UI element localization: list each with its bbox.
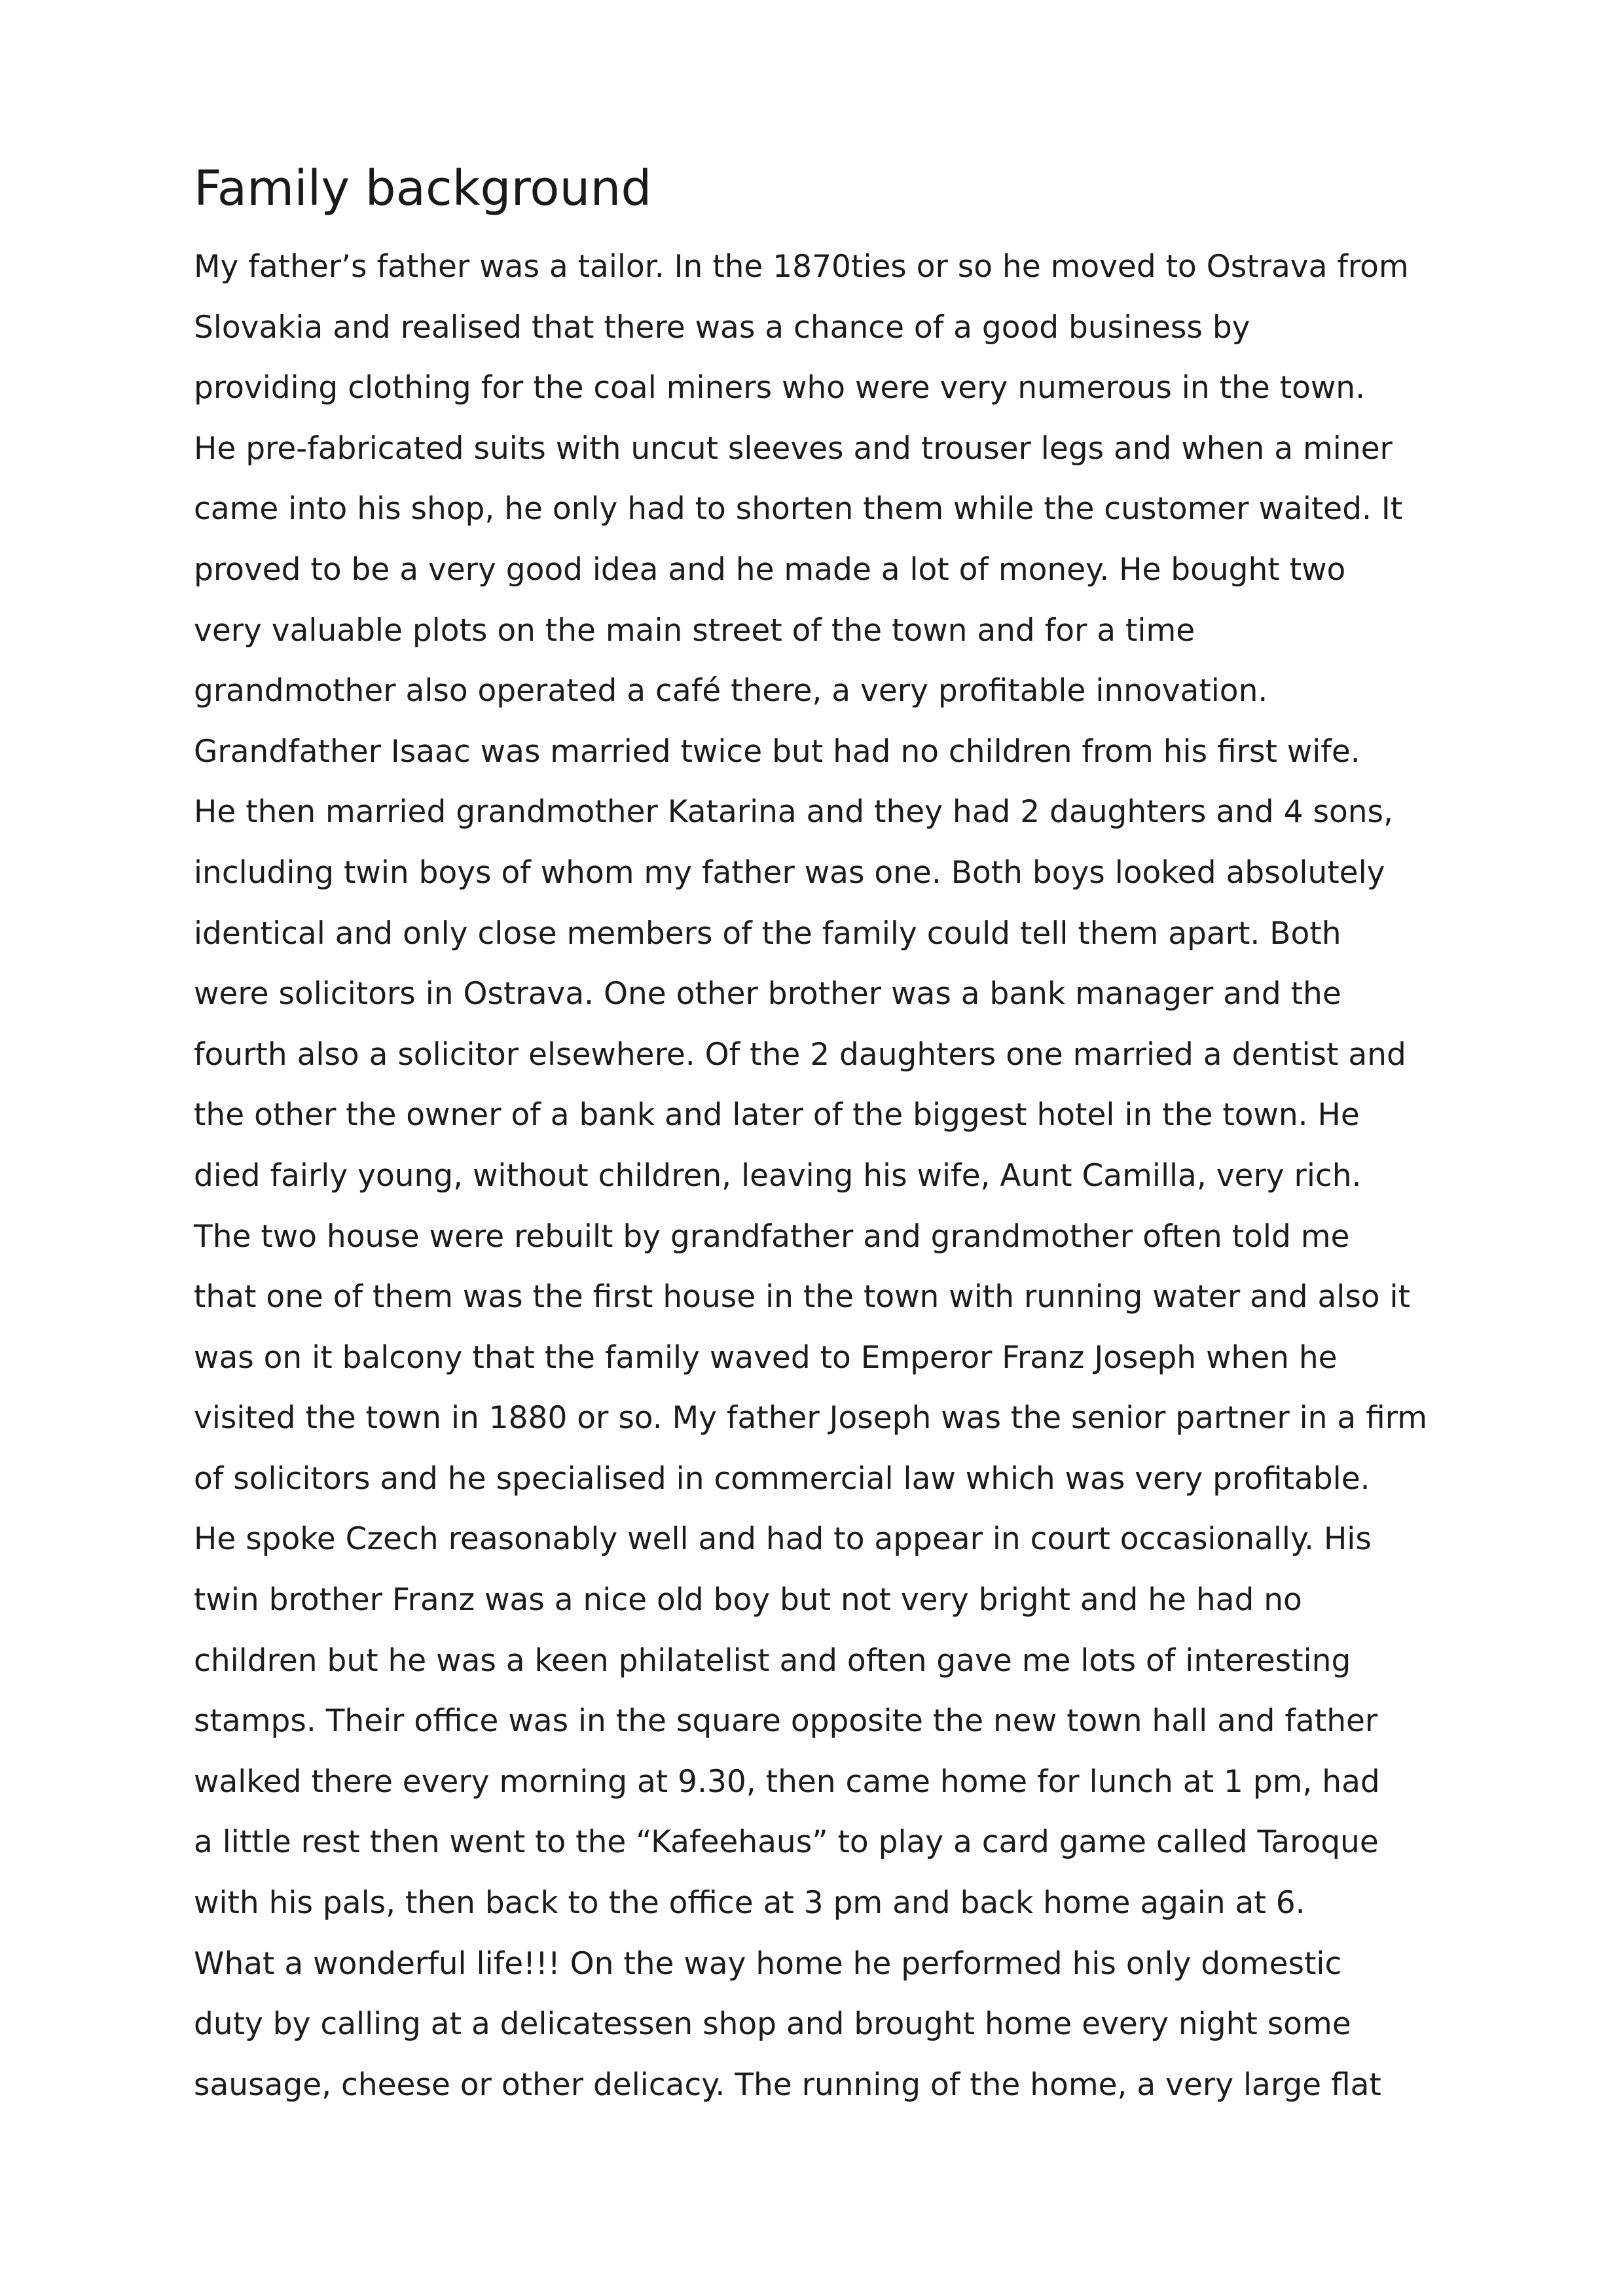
text-line: identical and only close members of the family could tell them apart. Both: [194, 915, 1341, 952]
text-line: walked there every morning at 9.30, then came home for lunch at 1 pm, had: [194, 1763, 1380, 1800]
text-line: Grandfather Isaac was married twice but had no children from his first wife.: [194, 733, 1360, 770]
text-line: What a wonderful life!!! On the way home he performed his only domestic: [194, 1945, 1342, 1982]
text-line: He then married grandmother Katarina and they had 2 daughters and 4 sons,: [194, 794, 1393, 831]
text-line: visited the town in 1880 or so. My father Joseph was the senior partner in a firm: [194, 1400, 1428, 1437]
text-line: My father’s father was a tailor. In the 1870ties or so he moved to Ostrava from: [194, 249, 1409, 285]
text-line: providing clothing for the coal miners who were very numerous in the town.: [194, 370, 1366, 406]
text-line: fourth also a solicitor elsewhere. Of the 2 daughters one married a dentist and: [194, 1036, 1406, 1073]
text-line: children but he was a keen philatelist and often gave me lots of interesting: [194, 1642, 1351, 1679]
text-line: a little rest then went to the “Kafeehaus” to play a card game called Taroque: [194, 1824, 1379, 1861]
text-line: came into his shop, he only had to shorten them while the customer waited. It: [194, 491, 1403, 528]
text-line: twin brother Franz was a nice old boy but not very bright and he had no: [194, 1582, 1302, 1619]
text-line: was on it balcony that the family waved to Emperor Franz Joseph when he: [194, 1339, 1338, 1376]
text-line: stamps. Their office was in the square opposite the new town hall and father: [194, 1703, 1378, 1740]
page-heading: Family background: [194, 160, 652, 217]
text-line: sausage, cheese or other delicacy. The running of the home, a very large flat: [194, 2066, 1381, 2103]
text-line: of solicitors and he specialised in commercial law which was very profitable.: [194, 1460, 1370, 1497]
text-line: He pre-fabricated suits with uncut sleeves and trouser legs and when a miner: [194, 430, 1393, 467]
body-paragraph: [194, 237, 1477, 2115]
text-line: He spoke Czech reasonably well and had to appear in court occasionally. His: [194, 1521, 1372, 1558]
text-line: Slovakia and realised that there was a chance of a good business by: [194, 309, 1250, 346]
text-line: grandmother also operated a café there, a very profitable innovation.: [194, 673, 1268, 709]
text-line: proved to be a very good idea and he made a lot of money. He bought two: [194, 551, 1346, 588]
text-line: the other the owner of a bank and later of the biggest hotel in the town. He: [194, 1097, 1360, 1134]
text-line: died fairly young, without children, leaving his wife, Aunt Camilla, very rich.: [194, 1157, 1362, 1194]
text-line: were solicitors in Ostrava. One other brother was a bank manager and the: [194, 976, 1341, 1013]
text-line: including twin boys of whom my father was one. Both boys looked absolutely: [194, 854, 1385, 891]
text-line: with his pals, then back to the office at 3 pm and back home again at 6.: [194, 1885, 1305, 1922]
text-line: that one of them was the first house in the town with running water and also it: [194, 1279, 1410, 1316]
text-line: very valuable plots on the main street of the town and for a time: [194, 612, 1195, 649]
text-line: duty by calling at a delicatessen shop and brought home every night some: [194, 2006, 1351, 2043]
text-line: The two house were rebuilt by grandfather and grandmother often told me: [194, 1218, 1350, 1255]
